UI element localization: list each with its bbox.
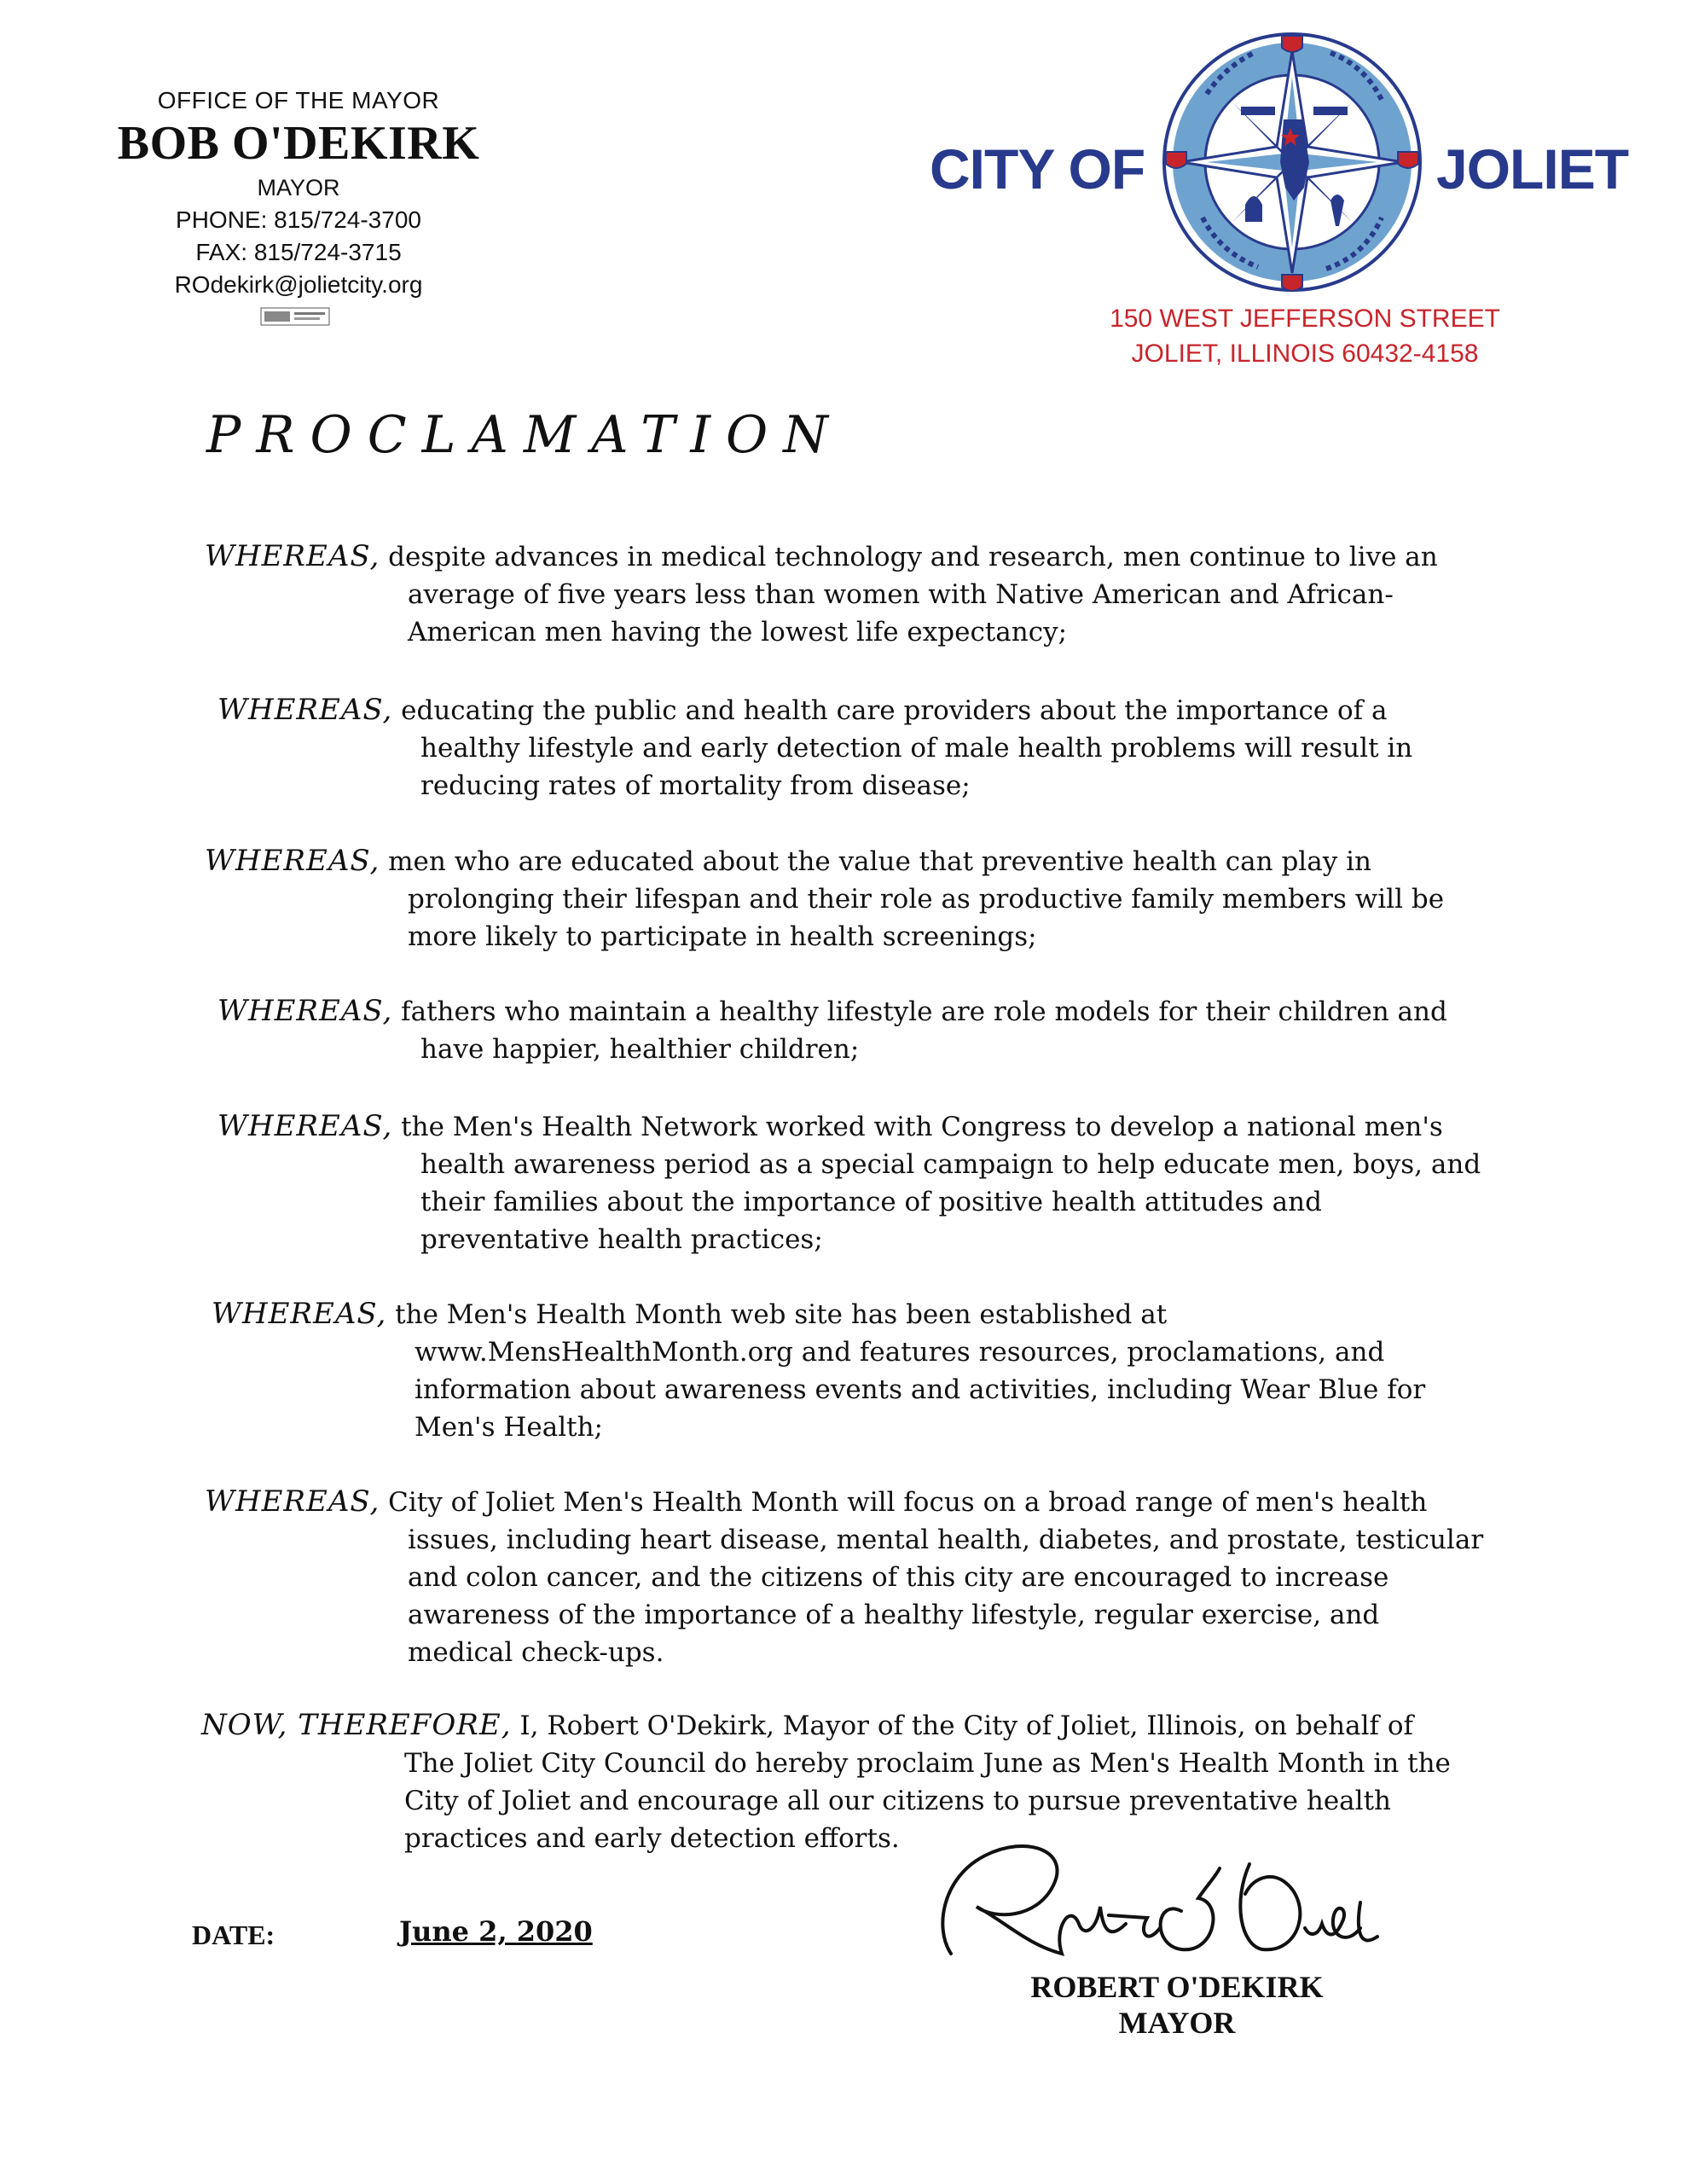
clause-first-line: men who are educated about the value that preventive health can play in	[388, 846, 1371, 877]
clause-lead: WHEREAS,	[212, 1297, 387, 1331]
clause-line: and colon cancer, and the citizens of this city are encouraged to increase	[408, 1562, 1389, 1593]
whereas-clause	[205, 842, 1518, 956]
clause-line: more likely to participate in health screenings;	[408, 921, 1037, 952]
clause-line: have happier, healthier children;	[420, 1034, 860, 1065]
clause-line: awareness of the importance of a healthy lifestyle, regular exercise, and	[408, 1600, 1380, 1630]
city-name-label: JOLIET	[1436, 137, 1629, 200]
clause-lead: WHEREAS,	[205, 844, 380, 878]
signer-name: ROBERT O'DEKIRK	[1030, 1970, 1324, 2004]
clause-first-line: educating the public and health care providers about the importance of a	[401, 695, 1388, 726]
mayor-title: MAYOR	[257, 175, 340, 200]
whereas-clause	[205, 537, 1518, 651]
clause-line: www.MensHealthMonth.org and features resources, proclamations, and	[415, 1337, 1385, 1368]
fax-number: FAX: 815/724-3715	[195, 239, 402, 265]
clause-first-line: I, Robert O'Dekirk, Mayor of the City of Joliet, Illinois, on behalf of	[519, 1711, 1414, 1741]
address-city: JOLIET, ILLINOIS 60432-4158	[1131, 340, 1479, 368]
clause-line: The Joliet City Council do hereby proclaim June as Men's Health Month in the	[404, 1748, 1451, 1779]
clause-lead: WHEREAS,	[217, 994, 393, 1028]
mayor-signature	[925, 1826, 1403, 1975]
clause-line: prolonging their lifespan and their role as productive family members will be	[408, 884, 1445, 915]
clause-line: reducing rates of mortality from disease;	[420, 770, 971, 801]
clause-first-line: the Men's Health Month web site has been established at	[395, 1299, 1168, 1330]
clause-line: healthy lifestyle and early detection of male health problems will result in	[420, 733, 1413, 764]
clause-line: issues, including heart disease, mental health, diabetes, and prostate, testicular	[408, 1525, 1484, 1555]
phone-number: PHONE: 815/724-3700	[176, 206, 421, 233]
whereas-clause	[205, 1483, 1518, 1671]
clause-line: Men's Health;	[415, 1412, 603, 1443]
clause-lead: WHEREAS,	[217, 693, 393, 727]
date-value: June 2, 2020	[399, 1915, 593, 1948]
clause-line: medical check-ups.	[408, 1637, 664, 1668]
whereas-clause	[217, 992, 1514, 1068]
clause-lead: WHEREAS,	[217, 1109, 393, 1143]
clause-first-line: despite advances in medical technology and research, men continue to live an	[388, 542, 1438, 572]
clause-first-line: fathers who maintain a healthy lifestyle are role models for their children and	[401, 996, 1447, 1027]
whereas-clause	[217, 1107, 1514, 1258]
clause-line: American men having the lowest life expectancy;	[408, 617, 1068, 648]
clause-first-line: the Men's Health Network worked with Congress to develop a national men's	[401, 1112, 1443, 1142]
whereas-clause	[217, 691, 1514, 804]
union-bug-icon	[260, 307, 330, 326]
clause-line: City of Joliet and encourage all our citizens to pursue preventative health	[404, 1786, 1392, 1816]
clause-lead: NOW, THEREFORE,	[201, 1708, 512, 1742]
clause-lead: WHEREAS,	[205, 539, 380, 573]
date-label: DATE:	[192, 1920, 275, 1950]
signer-title: MAYOR	[1118, 2006, 1236, 2040]
whereas-clause	[212, 1295, 1516, 1446]
clause-line: preventative health practices;	[420, 1224, 823, 1255]
document-title: PROCLAMATION	[206, 405, 844, 465]
mayor-name: BOB O'DEKIRK	[117, 117, 480, 170]
address-street: 150 WEST JEFFERSON STREET	[1110, 305, 1500, 333]
clause-line: practices and early detection efforts.	[404, 1823, 900, 1854]
clause-line: health awareness period as a special campaign to help educate men, boys, and	[420, 1149, 1481, 1180]
clause-first-line: City of Joliet Men's Health Month will focus on a broad range of men's health	[388, 1487, 1428, 1518]
city-of-label: CITY OF	[930, 137, 1145, 200]
clause-line: average of five years less than women with Native American and African-	[408, 579, 1394, 610]
office-label: OFFICE OF THE MAYOR	[157, 87, 440, 113]
email-address: ROdekirk@jolietcity.org	[174, 271, 423, 298]
city-seal-logo	[1156, 26, 1429, 299]
clause-lead: WHEREAS,	[205, 1484, 380, 1519]
clause-line: information about awareness events and activities, including Wear Blue for	[415, 1374, 1426, 1405]
clause-line: their families about the importance of positive health attitudes and	[420, 1187, 1322, 1217]
